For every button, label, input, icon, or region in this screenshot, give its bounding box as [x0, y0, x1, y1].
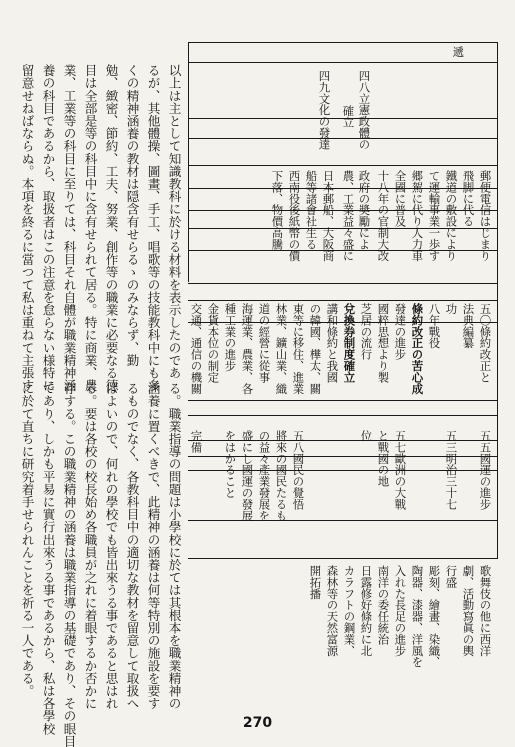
table-rule-top	[188, 42, 498, 43]
page-number: 270	[242, 715, 273, 731]
prose-line: くの精神涵養の教材は隠含有せらるゝのみならず、勤	[124, 64, 140, 367]
prose-line: 涵養に置くべきで、此精神の涵養は何等特別の施設を要す	[145, 382, 161, 710]
table-cell: 五七歐洲の大戰	[393, 430, 408, 510]
table-cell: 五三明治三十七	[444, 430, 459, 510]
prose-line: 以上は主として知識教科に於ける材料を表示したのであ	[166, 64, 182, 379]
table-cell: 船等諸會社生る	[304, 170, 319, 250]
table-ref-mark: 遞	[451, 46, 466, 58]
prose-line: 存する。この職業精神の涵養は職業指導の基礎であり、その眼目	[61, 382, 77, 747]
table-row-rule	[188, 400, 498, 401]
table-cell: 將來の國民たるも	[274, 430, 289, 522]
table-cell: 郷駕に代り人力車	[410, 170, 425, 262]
table-cell: 五八國民の覺悟	[291, 430, 306, 510]
table-cell: 芝居の流行	[359, 303, 374, 360]
table-cell: 南洋の委任統治	[376, 565, 391, 645]
prose-line: 目は全部是等の科目中に含有せられて居る。特に商業、農	[82, 64, 98, 392]
table-cell: 政府の奬勵によ	[357, 170, 372, 250]
table-cell: 彫刻、繪畫、染織、	[427, 565, 442, 668]
table-row-rule	[188, 62, 498, 63]
table-cell: 四八立憲政體の	[357, 70, 372, 150]
prose-line: 勉、緻密、節約、工夫、努業、創作等の職業に必要なる德	[103, 64, 119, 392]
table-cell: て運輸事業一歩す	[427, 170, 442, 262]
table-cell: 確立	[341, 105, 356, 128]
table-cell: 西南役後紙幣の價	[287, 170, 302, 262]
table-cell: と戰國の地	[376, 430, 391, 487]
table-cell: 東等に移住、進業	[291, 303, 306, 395]
table-cell: カラフトの鋼業、	[342, 565, 357, 657]
table-cell: 講和條約と我國	[325, 303, 340, 383]
table-cell: をはかること	[223, 430, 238, 499]
table-cell: 交通、通信の機關	[189, 303, 204, 395]
table-cell: 鐵道の敷設により	[444, 170, 459, 262]
table-cell: 五〇條約改正と	[478, 303, 493, 383]
table-cell: 農、工業益々盛に	[341, 170, 356, 262]
table-cell: 十八年の官制大改	[376, 170, 391, 262]
table-cell: 五五國運の進步	[478, 430, 493, 510]
table-cell: 林業、鑛山業、織	[274, 303, 289, 395]
table-rule-left	[188, 42, 189, 282]
table-row-rule	[188, 165, 498, 166]
table-cell: 盛にし國運の發展	[240, 430, 255, 522]
prose-line: であり、しかも平易に實行出來うる事であるから、私は各學校	[40, 382, 56, 735]
prose-line: 留意せねばならぬ。本項を終るに當つて私は重ねて主張す	[19, 64, 35, 392]
table-row-rule	[188, 520, 498, 521]
table-cell: 法典編纂	[461, 303, 476, 349]
table-row-rule	[188, 415, 498, 416]
table-cell: 八年戰役	[427, 303, 442, 349]
table-cell: 入れた長足の進步	[393, 565, 408, 657]
table-cell: 郵便電信はじまり	[478, 170, 493, 262]
table-cell: 行盛	[444, 565, 459, 588]
table-cell: 種工業の進步	[223, 303, 238, 372]
table-cell: 劇、活動寫眞の輿	[461, 565, 476, 657]
prose-line: ばよいので、何れの學校でも皆出來うる事であると思はれ	[103, 382, 119, 710]
prose-line: 養の科目であるから、取扱者はこの注意を怠らない様特に	[40, 64, 56, 392]
table-rule-upper-mid	[188, 283, 498, 284]
table-cell: 發達の進步	[393, 303, 408, 360]
prose-line: る。職業指導の問題は小學校に於ては其根本を職業精神の	[166, 382, 182, 710]
table-cell: 條約改正の苦心成	[410, 303, 425, 395]
table-cell: 下落、物價高騰	[270, 170, 285, 250]
table-cell: 兌換券制度確立	[342, 303, 357, 383]
table-cell: 道の經營に從事	[257, 303, 272, 383]
table-cell: 開拓播	[308, 565, 323, 600]
table-cell: 森林等の天然富源	[325, 565, 340, 657]
table-cell: 完備	[189, 430, 204, 453]
table-cell: 歌舞伎の他に西洋	[478, 565, 493, 657]
prose-line: に於て直ちに研究着手せられんことを祈る一人である。	[19, 382, 35, 697]
table-row-rule	[188, 300, 498, 301]
table-cell: 國粹思想より製	[376, 303, 391, 383]
table-cell: の韓國、樺太、關	[308, 303, 323, 395]
table-cell: 飛脚に代る	[461, 170, 476, 227]
prose-line: るが、其他體操、圖畫、手工、唱歌等の技能教科中にも多	[145, 64, 161, 392]
table-cell: 陶器、漆器、洋風を	[410, 565, 425, 668]
table-cell: の益々產業發展を	[257, 430, 272, 522]
table-cell: 日露修好條約に北	[359, 565, 374, 657]
table-cell: 金貨本位の制定	[206, 303, 221, 383]
table-rule-lower-mid	[188, 558, 498, 559]
table-cell: 全國に普及	[393, 170, 408, 227]
table-cell: 位	[359, 430, 374, 442]
prose-line: るものでなく、各教科目中の適切な教材を留意して取扱へ	[124, 382, 140, 710]
table-cell: 四九文化の發達	[317, 70, 332, 150]
table-row-rule	[188, 138, 498, 139]
prose-line: る。要は各校の校長始め各職員が之れに着眼するか否かに	[82, 382, 98, 710]
table-cell: 日本郵船、大阪商	[321, 170, 336, 262]
table-cell: 功	[444, 303, 459, 315]
table-cell: 海運業、農業、各	[240, 303, 255, 395]
prose-line: 業、工業等の科目に至りては、科目それ自體が職業精神涵	[61, 64, 77, 392]
